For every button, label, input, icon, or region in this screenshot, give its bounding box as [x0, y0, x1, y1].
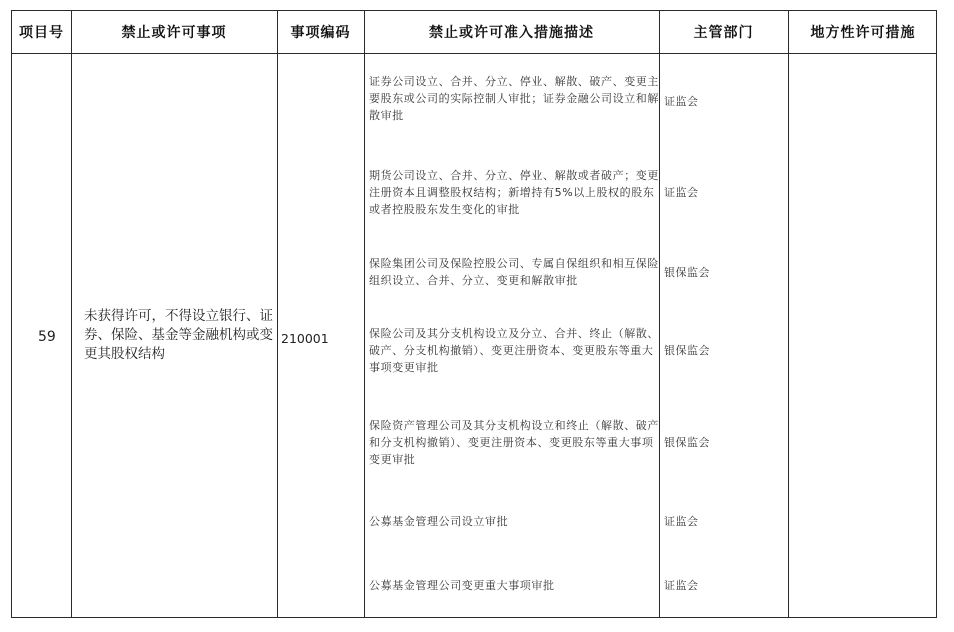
measure-department: 银保监会 [664, 344, 710, 357]
measure-description: 公募基金管理公司设立审批 [369, 515, 509, 528]
header-divider [12, 53, 936, 54]
measure-description: 期货公司设立、合并、分立、停业、解散或者破产；变更注册资本且调整股权结构；新增持有5%以上股权的股东或者控股股东发生变化的审批 [369, 169, 659, 216]
measure-description: 证券公司设立、合并、分立、停业、解散、破产、变更主要股东或公司的实际控制人审批；证券金融公司设立和解散审批 [369, 75, 659, 122]
column-divider [788, 11, 789, 617]
header-department: 主管部门 [693, 25, 754, 41]
column-divider [364, 11, 365, 617]
measure-description: 保险公司及其分支机构设立及分立、合并、终止（解散、破产、分支机构撤销）、变更注册资本、变更股东等重大事项变更审批 [369, 327, 659, 374]
header-code: 事项编码 [290, 25, 351, 41]
header-measures: 禁止或许可准入措施描述 [429, 25, 594, 41]
measure-department: 银保监会 [664, 436, 710, 449]
header-item-no: 项目号 [19, 25, 64, 41]
column-divider [277, 11, 278, 617]
measure-description: 保险资产管理公司及其分支机构设立和终止（解散、破产和分支机构撤销）、变更注册资本、变更股东等重大事项变更审批 [369, 419, 659, 466]
column-divider [71, 11, 72, 617]
permit-table [11, 10, 937, 618]
row-item: 未获得许可，不得设立银行、证券、保险、基金等金融机构或变更其股权结构 [84, 308, 273, 362]
header-item: 禁止或许可事项 [121, 25, 227, 41]
measure-description: 公募基金管理公司变更重大事项审批 [369, 579, 555, 592]
header-local: 地方性许可措施 [810, 25, 916, 41]
measure-department: 证监会 [664, 95, 699, 108]
measure-department: 证监会 [664, 186, 699, 199]
row-code: 210001 [281, 331, 329, 346]
measure-department: 证监会 [664, 579, 699, 592]
measure-department: 证监会 [664, 515, 699, 528]
measure-department: 银保监会 [664, 266, 710, 279]
row-item-no: 59 [38, 329, 56, 345]
measure-description: 保险集团公司及保险控股公司、专属自保组织和相互保险组织设立、合并、分立、变更和解散审批 [369, 257, 659, 287]
